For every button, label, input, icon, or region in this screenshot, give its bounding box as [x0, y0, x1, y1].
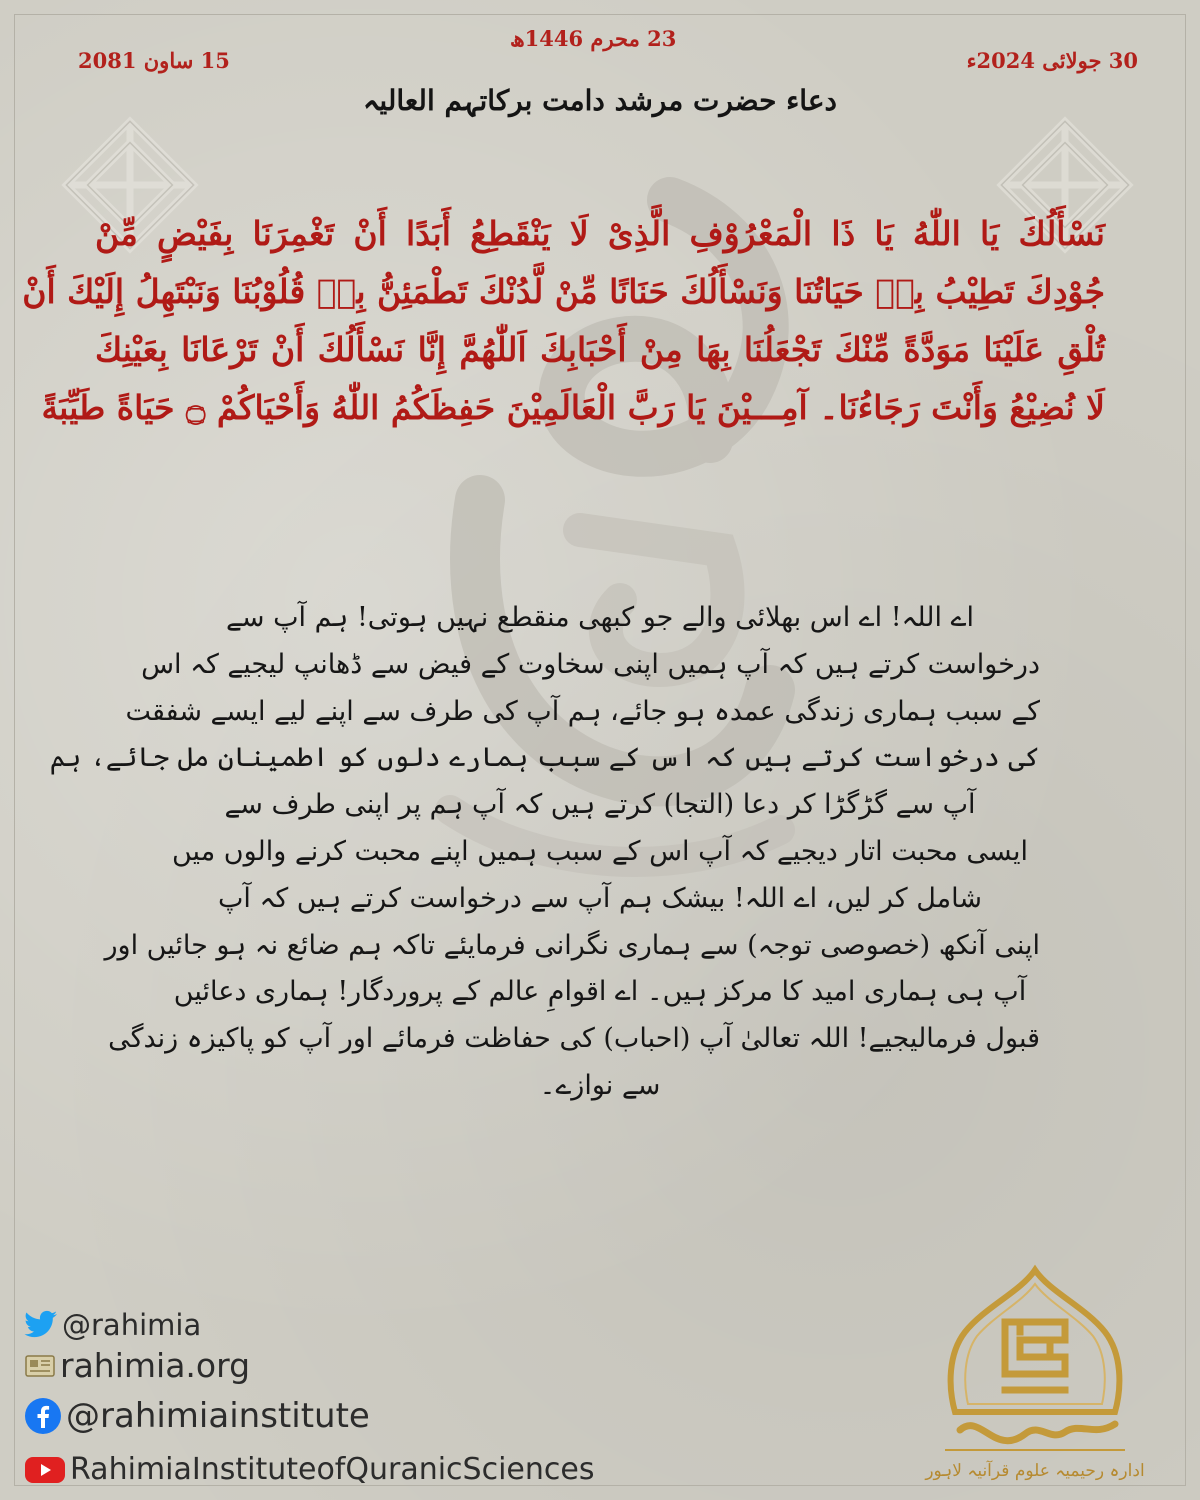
arabic-dua	[22, 205, 1105, 437]
youtube-link[interactable]	[24, 1452, 594, 1487]
urdu-line: آپ ہی ہماری امید کا مرکز ہیں۔ اے اقوامِ عالم کے پروردگار! ہماری دعائیں	[173, 976, 1027, 1008]
twitter-handle: @rahimia	[62, 1308, 202, 1342]
facebook-link[interactable]	[24, 1396, 370, 1436]
website-icon	[24, 1352, 56, 1380]
twitter-link[interactable]	[24, 1308, 201, 1342]
gregorian-date: 30 جولائی 2024ء	[966, 48, 1138, 73]
urdu-line: اپنی آنکھ (خصوصی توجہ) سے ہماری نگرانی فرمایئے تاکہ ہم ضائع نہ ہو جائیں اور	[104, 929, 1040, 961]
urdu-line: اے اللہ! اے اس بھلائی والے جو کبھی منقطع نہیں ہوتی! ہم آپ سے	[226, 602, 974, 633]
website-url: rahimia.org	[60, 1346, 251, 1385]
urdu-line: شامل کر لیں، اے اللہ! بیشک ہم آپ سے درخواست کرتے ہیں کہ آپ	[218, 882, 982, 914]
twitter-icon	[24, 1310, 58, 1340]
facebook-icon	[24, 1397, 62, 1435]
urdu-translation	[49, 595, 1040, 1110]
rahimia-logo	[900, 1262, 1170, 1487]
urdu-line: درخواست کرتے ہیں کہ آپ ہمیں اپنی سخاوت کے فیض سے ڈھانپ لیجیے کہ اس	[141, 648, 1040, 680]
arabic-line: تُلْقِ عَلَيْنَا مَوَدَّةً مِّنْكَ تَجْعَلُنَا بِهَا مِنْ أَحْبَابِكَ اَللّٰهُمَّ إِنَّا نَسْأَلُكَ أَنْ تَرْعَانَا بِعَيْنِكَ	[95, 330, 1105, 369]
arabic-line: لَا نُضِيْعُ وَأَنْتَ رَجَاءُنَا۔ آمِـــيْنَ يَا رَبَّ الْعَالَمِيْنَ حَفِظَكُمُ اللّٰهُ وَأَحْيَاكُمْ ۝ حَيَاةً طَيِّبَةً	[41, 388, 1105, 427]
hijri-date: 23 محرم 1446ھ	[510, 26, 677, 51]
youtube-channel: RahimiaInstituteofQuranicSciences	[70, 1452, 595, 1487]
youtube-icon	[24, 1455, 66, 1485]
logo-tagline: ادارہ رحیمیہ علوم قرآنیہ لاہور	[925, 1461, 1145, 1481]
arabic-line: جُوْدِكَ تَطِيْبُ بِهٖ حَيَاتُنَا وَنَسْأَلُكَ حَنَانًا مِّنْ لَّدُنْكَ تَطْمَئِنُّ بِهٖ قُلُوْبُنَا وَنَبْتَهِلُ إِلَيْكَ أَنْ	[22, 272, 1105, 311]
facebook-handle: @rahimiainstitute	[66, 1396, 370, 1436]
urdu-line: سے نوازے۔	[539, 1069, 661, 1101]
urdu-line: قبول فرمالیجیے! اللہ تعالیٰ آپ (احباب) کی حفاظت فرمائے اور آپ کو پاکیزہ زندگی	[108, 1023, 1040, 1055]
urdu-line: کے سبب ہماری زندگی عمدہ ہو جائے، ہم آپ کی طرف سے اپنے لیے ایسے شفقت	[125, 695, 1040, 727]
bikrami-date: 15 ساون 2081	[78, 48, 230, 73]
website-link[interactable]	[24, 1346, 250, 1385]
arabic-line: نَسْأَلُكَ يَا اللّٰهُ يَا ذَا الْمَعْرُوْفِ الَّذِىْ لَا يَنْقَطِعُ أَبَدًا أَنْ تَغْمِرَنَا بِفَيْضٍ مِّنْ	[95, 214, 1105, 253]
urdu-line: کی درخواست کرتے ہیں کہ اس کے سبب ہمارے دلوں کو اطمینان مل جائے، ہم	[49, 742, 1040, 774]
page-title: دعاء حضرت مرشد دامت برکاتہم العالیہ	[362, 84, 838, 117]
urdu-line: آپ سے گڑگڑا کر دعا (التجا) کرتے ہیں کہ آپ ہم پر اپنی طرف سے	[224, 789, 976, 821]
urdu-line: ایسی محبت اتار دیجیے کہ آپ اس کے سبب ہمیں اپنے محبت کرنے والوں میں	[172, 835, 1028, 867]
